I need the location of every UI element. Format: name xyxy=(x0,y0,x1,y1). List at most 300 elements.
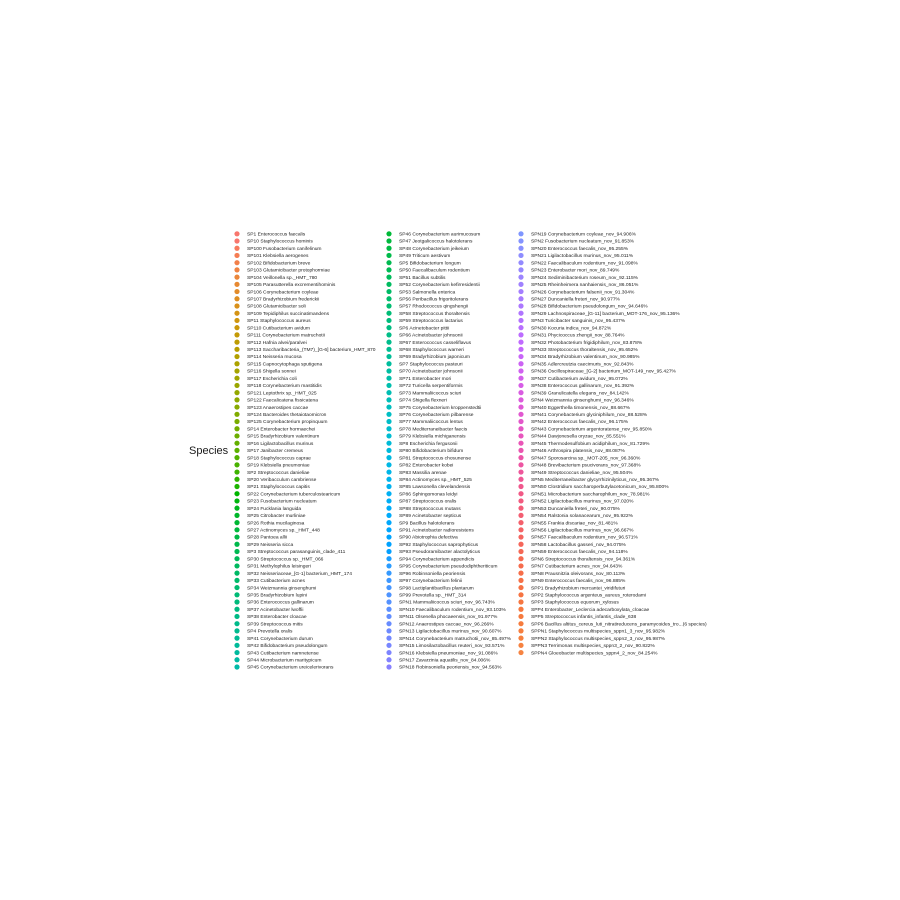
legend-key-dot xyxy=(518,650,523,655)
legend-key-dot xyxy=(234,311,239,316)
legend-key-dot xyxy=(234,571,239,576)
legend-key-dot xyxy=(386,318,391,323)
legend-key-dot xyxy=(386,585,391,590)
legend-key-dot xyxy=(518,390,523,395)
legend-entry-label: SP26 Rothia mucilaginosa xyxy=(247,521,305,527)
legend-entry-label: SP81 Streptococcus chosunense xyxy=(399,456,472,462)
legend-key-dot xyxy=(234,238,239,243)
legend-entry-label: SPN8 Prausnitzia oleivorans_nov_80.113% xyxy=(531,571,626,577)
legend-entry-label: SP43 Cutibacterium namnetense xyxy=(247,651,319,657)
legend-entry-label: SP31 Methylophilus leisingeri xyxy=(247,564,311,570)
legend-key-dot xyxy=(386,462,391,467)
legend-entry-label: SP17 Janibacter cremeus xyxy=(247,449,303,455)
legend-key-dot xyxy=(518,354,523,359)
legend-entry-label: SPPN3 Terrimonas multispecies_sppn3_2_nov_90.822% xyxy=(531,644,655,650)
legend-key-dot xyxy=(518,571,523,576)
legend-entry-label: SP73 Mammaliicoccus sciuri xyxy=(399,391,462,397)
legend-key-dot xyxy=(386,311,391,316)
legend-key-dot xyxy=(234,390,239,395)
legend-key-dot xyxy=(518,491,523,496)
legend-entry-label: SPP6 Bacillus altitus_cereus_luti_nitratireducens_paramycoides_tro...(6 species) xyxy=(531,622,707,628)
legend-entry-label: SP85 Lawsonella clevelandensis xyxy=(399,485,471,491)
legend-entry-label: SPN46 Arthrospira platensis_nov_88.087% xyxy=(531,449,625,455)
legend-key-dot xyxy=(234,607,239,612)
legend-entry-label: SP74 Shigella flexneri xyxy=(399,398,447,404)
legend-key-dot xyxy=(518,238,523,243)
legend-entry-label: SP113 Saccharibacteria_(TM7)_[G-6] bacterium_HMT_870 xyxy=(247,348,376,354)
legend-key-dot xyxy=(234,628,239,633)
legend-entry-label: SPN42 Enterococcus faecalis_nov_96.175% xyxy=(531,420,629,426)
legend-entry-label: SP29 Neisseria sicca xyxy=(247,542,294,548)
legend-entry-label: SP9 Bacillus halotolerans xyxy=(399,521,455,527)
legend-entry-label: SPP4 Enterobacter_Leclercia adecarboxylata_cloacae xyxy=(531,607,650,613)
legend-entry-label: SPN49 Streptococcus danieliae_nov_95.504% xyxy=(531,470,633,476)
legend-entry-label: SP32 Neisseriaceae_[G-1] bacterium_HMT_174 xyxy=(247,571,352,577)
legend-entry-label: SP77 Mammaliicoccus lentus xyxy=(399,420,463,426)
legend-entry-label: SPN52 Ligilactobacillus murinus_nov_97.020% xyxy=(531,499,634,505)
legend-entry-label: SP14 Enterobacter hormaechei xyxy=(247,427,316,433)
legend-key-dot xyxy=(234,578,239,583)
legend-entry-label: SP109 Tepidiphilus succinatimandens xyxy=(247,311,330,317)
legend-entry-label: SP52 Corynebacterium kefirresidentii xyxy=(399,283,480,289)
legend-entry-label: SPN18 Robinsoniella peoriensis_nov_94.563% xyxy=(399,665,502,671)
legend-entry-label: SPN56 Ligilactobacillus murinus_nov_96.667% xyxy=(531,528,634,534)
legend-entry-label: SP36 Enterococcus gallinarum xyxy=(247,600,314,606)
legend-entry-label: SPN25 Rheinheimera nanhaiensis_nov_86.051% xyxy=(531,283,639,289)
legend-entry-label: SP67 Enterococcus casseliflavus xyxy=(399,340,472,346)
legend-key-dot xyxy=(234,347,239,352)
legend-key-dot xyxy=(386,282,391,287)
legend-key-dot xyxy=(518,404,523,409)
legend-key-dot xyxy=(518,455,523,460)
legend-key-dot xyxy=(386,621,391,626)
legend-entry-label: SP47 Jeotgalicoccus halotolerans xyxy=(399,239,473,245)
legend-key-dot xyxy=(518,412,523,417)
legend-key-dot xyxy=(234,318,239,323)
legend-key-dot xyxy=(386,534,391,539)
legend-key-dot xyxy=(234,303,239,308)
legend-entry-label: SPN3 Turicibacter sanguinis_nov_95.437% xyxy=(531,319,626,325)
legend-key-dot xyxy=(234,412,239,417)
legend-entry-label: SP48 Corynebacterium jeikeium xyxy=(399,246,469,252)
legend-entry-label: SP91 Acinetobacter radioresistens xyxy=(399,528,474,534)
legend-key-dot xyxy=(518,296,523,301)
legend-entry-label: SPN57 Faecalibaculum rodentium_nov_96.571% xyxy=(531,535,638,541)
legend-key-dot xyxy=(518,614,523,619)
legend-entry-label: SPN22 Faecalibaculum rodentium_nov_91.098% xyxy=(531,261,638,267)
legend-key-dot xyxy=(234,404,239,409)
legend-entries xyxy=(234,231,707,671)
legend-entry-label: SPN53 Duncaniella freteri_nov_90.075% xyxy=(531,506,620,512)
legend-entry-label: SPN2 Fusobacterium nucleatum_nov_91.853% xyxy=(531,239,635,245)
legend-key-dot xyxy=(518,534,523,539)
legend-key-dot xyxy=(386,390,391,395)
legend-entry-label: SPN23 Enterobacter mori_nov_89.749% xyxy=(531,268,620,274)
legend-entry-label: SPN50 Clostridium saccharoperbutylacetonicum_nov_95.800% xyxy=(531,485,669,491)
legend-entry-label: SPPN2 Staphylococcus multispecies_sppn2_3_nov_95.987% xyxy=(531,636,666,642)
legend-entry-label: SP18 Staphylococcus caprae xyxy=(247,456,311,462)
legend-entry-label: SP56 Peribacillus frigoritolerans xyxy=(399,297,469,303)
legend-key-dot xyxy=(518,621,523,626)
legend-key-dot xyxy=(518,628,523,633)
legend-key-dot xyxy=(518,542,523,547)
legend-key-dot xyxy=(518,376,523,381)
legend-entry-label: SP89 Acinetobacter septicus xyxy=(399,514,462,520)
legend-key-dot xyxy=(386,238,391,243)
legend-entry-label: SP99 Prevotella sp._HMT_314 xyxy=(399,593,467,599)
legend-key-dot xyxy=(518,303,523,308)
legend-entry-label: SP84 Actinomyces sp._HMT_525 xyxy=(399,477,472,483)
legend-key-dot xyxy=(518,325,523,330)
legend-key-dot xyxy=(386,484,391,489)
legend-entry-label: SP51 Bacillus subtilis xyxy=(399,275,446,281)
legend-key-dot xyxy=(518,275,523,280)
legend-entry-label: SP1 Enterococcus faecalis xyxy=(247,232,306,238)
legend-entry-label: SP21 Staphylococcus capitis xyxy=(247,485,310,491)
legend-key-dot xyxy=(386,246,391,251)
legend-key-dot xyxy=(386,520,391,525)
legend-entry-label: SP93 Pseudoramibacter alactolyticus xyxy=(399,550,481,556)
legend-key-dot xyxy=(234,231,239,236)
legend-key-dot xyxy=(386,614,391,619)
legend-entry-label: SPN16 Klebsiella pneumoniae_nov_91.086% xyxy=(399,651,498,657)
legend-key-dot xyxy=(386,650,391,655)
legend-entry-label: SPN36 Oscillospiraceae_[G-2] bacterium_MOT-149_nov_95.427% xyxy=(531,369,676,375)
legend-entry-label: SPN29 Lachnospiraceae_[G-11] bacterium_MOT-176_nov_95.136% xyxy=(531,311,680,317)
legend-key-dot xyxy=(386,549,391,554)
legend-key-dot xyxy=(234,498,239,503)
legend-key-dot xyxy=(234,455,239,460)
legend-key-dot xyxy=(234,527,239,532)
legend-key-dot xyxy=(234,253,239,258)
legend-entry-label: SPN34 Bradyrhizobium valentinum_nov_90.985% xyxy=(531,355,640,361)
legend-entry-label: SPN24 Sediminibacterium roseum_nov_92.115% xyxy=(531,275,639,281)
legend-key-dot xyxy=(518,484,523,489)
legend-entry-label: SPN15 Limosilactobacillus reuteri_nov_93.571% xyxy=(399,644,505,650)
legend-entry-label: SP111 Corynebacterium matruchotii xyxy=(247,333,325,339)
legend-entry-label: SP53 Salmonella enterica xyxy=(399,290,456,296)
legend-key-dot xyxy=(386,332,391,337)
legend-entry-label: SP116 Shigella sonnei xyxy=(247,369,296,375)
legend-entry-label: SP50 Faecalibaculum rodentium xyxy=(399,268,470,274)
legend-key-dot xyxy=(234,441,239,446)
legend-entry-label: SP70 Acinetobacter johnsonii xyxy=(399,369,463,375)
legend-key-dot xyxy=(386,578,391,583)
legend-key-dot xyxy=(234,520,239,525)
legend-entry-label: SP2 Streptococcus danieliae xyxy=(247,470,310,476)
legend-entry-label: SP101 Klebsiella aerogenes xyxy=(247,254,309,260)
legend-entry-label: SP83 Massilia arenae xyxy=(399,470,447,476)
legend-entry-label: SP37 Acinetobacter lwoffii xyxy=(247,607,304,613)
legend-key-dot xyxy=(518,636,523,641)
legend-key-dot xyxy=(234,397,239,402)
legend-entry-label: SP49 Triticum aestivum xyxy=(399,254,451,260)
legend-key-dot xyxy=(234,506,239,511)
legend-entry-label: SP112 Hafnia alvei/paralvei xyxy=(247,340,307,346)
legend-entry-label: SP88 Streptococcus mutans xyxy=(399,506,461,512)
legend-key-dot xyxy=(518,332,523,337)
legend-entry-label: SPN40 Eggerthella timonensis_nov_88.667% xyxy=(531,405,630,411)
legend-entry-label: SPN10 Faecalibaculum rodentium_nov_93.103% xyxy=(399,607,506,613)
legend-key-dot xyxy=(386,275,391,280)
legend-entry-label: SPN48 Brevibacterium psucivorans_nov_97.368% xyxy=(531,463,641,469)
legend-entry-label: SPP5 Streptococcus infantis_infantis_clade_638 xyxy=(531,615,637,621)
legend-entry-label: SP68 Staphylococcus warneri xyxy=(399,348,464,354)
legend-entry-label: SPN35 Adlercreutzia caecimuris_nov_92.843% xyxy=(531,362,634,368)
legend-key-dot xyxy=(518,289,523,294)
legend-key-dot xyxy=(386,563,391,568)
legend-entry-label: SP125 Corynebacterium propinquum xyxy=(247,420,328,426)
legend-entry-label: SPN9 Enterococcus faecalis_nov_96.885% xyxy=(531,579,626,585)
legend-entry-label: SP19 Klebsiella pneumoniae xyxy=(247,463,310,469)
legend-entry-label: SP90 Abiotrophia defectiva xyxy=(399,535,458,541)
legend-entry-label: SP28 Pantoea allii xyxy=(247,535,287,541)
legend-entry-label: SP117 Escherichia coli xyxy=(247,376,297,382)
legend-entry-label: SP59 Streptococcus lactarius xyxy=(399,319,463,325)
legend-entry-label: SPN47 Sporosarcina sp._MOT-205_nov_96.360% xyxy=(531,456,641,462)
legend-entry-label: SP42 Bifidobacterium pseudolongum xyxy=(247,644,328,650)
legend-entry-label: SP22 Corynebacterium tuberculostearicum xyxy=(247,492,341,498)
legend-key-dot xyxy=(386,260,391,265)
legend-key-dot xyxy=(386,506,391,511)
legend-entry-label: SP118 Corynebacterium mastitidis xyxy=(247,384,322,390)
legend-key-dot xyxy=(234,296,239,301)
legend-entry-label: SPN51 Microbacterium saccharophilum_nov_78.981% xyxy=(531,492,650,498)
legend-entry-label: SP96 Robinsoniella peoriensis xyxy=(399,571,466,577)
legend-key-dot xyxy=(234,289,239,294)
legend-key-dot xyxy=(234,563,239,568)
legend-entry-label: SPN21 Ligilactobacillus murinus_nov_95.011% xyxy=(531,254,634,260)
legend-key-dot xyxy=(234,462,239,467)
legend-entry-label: SPN39 Granulicatella elegans_nov_84.142% xyxy=(531,391,629,397)
legend-key-dot xyxy=(386,636,391,641)
legend-entry-label: SP10 Staphylococcus hominis xyxy=(247,239,313,245)
legend-key-dot xyxy=(518,419,523,424)
legend-entry-label: SP11 Staphylococcus aureus xyxy=(247,319,311,325)
legend-key-dot xyxy=(234,477,239,482)
legend-key-dot xyxy=(234,614,239,619)
legend-key-dot xyxy=(234,657,239,662)
legend-key-dot xyxy=(518,527,523,532)
legend-entry-label: SPN32 Photobacterium frigidiphilum_nov_83.878% xyxy=(531,340,643,346)
legend-key-dot xyxy=(386,513,391,518)
legend-key-dot xyxy=(234,383,239,388)
legend-key-dot xyxy=(234,469,239,474)
legend-key-dot xyxy=(234,621,239,626)
legend-key-dot xyxy=(518,253,523,258)
legend-entry-label: SP121 Leptothrix sp._HMT_025 xyxy=(247,391,317,397)
legend-entry-label: SP124 Bacteroides thetaiotaomicron xyxy=(247,413,327,418)
legend-key-dot xyxy=(518,368,523,373)
legend-key-dot xyxy=(234,556,239,561)
legend-key-dot xyxy=(234,448,239,453)
legend-key-dot xyxy=(234,542,239,547)
legend-key-dot xyxy=(518,643,523,648)
legend-key-dot xyxy=(234,368,239,373)
legend-entry-label: SP5 Bifidobacterium longum xyxy=(399,261,461,267)
legend-key-dot xyxy=(518,498,523,503)
legend-entry-label: SP78 Mediterraneibacter faecis xyxy=(399,427,468,433)
legend-entry-label: SP38 Enterobacter cloacae xyxy=(247,615,307,621)
legend-key-dot xyxy=(234,484,239,489)
legend-key-dot xyxy=(518,506,523,511)
legend-key-dot xyxy=(234,282,239,287)
legend-entry-label: SP107 Bradyrhizobium frederickii xyxy=(247,297,320,303)
legend-entry-label: SP71 Enterobacter mori xyxy=(399,376,452,382)
legend-entry-label: SP45 Corynebacterium ureicelerivorans xyxy=(247,665,334,671)
legend-key-dot xyxy=(518,513,523,518)
legend-key-dot xyxy=(234,491,239,496)
legend-key-dot xyxy=(518,282,523,287)
legend-entry-label: SP69 Bradyrhizobium japonicum xyxy=(399,355,470,361)
legend-entry-label: SPN7 Cutibacterium acnes_nov_94.643% xyxy=(531,564,623,570)
legend-entry-label: SP30 Streptococcus sp._HMT_066 xyxy=(247,557,324,563)
legend-key-dot xyxy=(386,383,391,388)
legend-entry-label: SPN38 Enterococcus gallinarum_nov_91.392% xyxy=(531,384,635,390)
legend-entry-label: SP46 Corynebacterium aurimucosum xyxy=(399,232,481,238)
legend-key-dot xyxy=(518,347,523,352)
legend-entry-label: SP39 Streptococcus mitis xyxy=(247,622,303,628)
legend-entry-label: SP86 Sphingomonas leidyi xyxy=(399,492,458,498)
legend-key-dot xyxy=(386,376,391,381)
legend-key-dot xyxy=(386,491,391,496)
legend-key-dot xyxy=(234,426,239,431)
legend-entry-label: SP103 Glutamicibacter protophormiae xyxy=(247,268,330,274)
legend-entry-label: SP44 Microbacterium maritypicum xyxy=(247,658,322,664)
legend-entry-label: SPP2 Staphylococcus argenteus_aureus_roterodami xyxy=(531,593,646,599)
legend-entry-label: SP57 Rhodococcus qingshengii xyxy=(399,304,469,310)
legend-key-dot xyxy=(386,657,391,662)
legend-key-dot xyxy=(386,289,391,294)
legend-key-dot xyxy=(386,455,391,460)
legend-entry-label: SPN5 Mediterraneibacter glycyrrhizinilyticus_nov_95.367% xyxy=(531,477,660,483)
legend-entry-label: SP72 Turicella serpentiformis xyxy=(399,384,463,390)
legend-key-dot xyxy=(518,246,523,251)
legend-entry-label: SPN45 Thermodesulfobium acidiphilum_nov_81.729% xyxy=(531,441,650,447)
legend-entry-label: SPN1 Mammaliicoccus sciuri_nov_96.743% xyxy=(399,600,495,606)
legend-entry-label: SPN11 Olsenella phocaeensis_nov_91.977% xyxy=(399,615,498,621)
legend-entry-label: SP3 Streptococcus parasanguinis_clade_411 xyxy=(247,550,346,556)
legend-entry-label: SP87 Streptococcus oralis xyxy=(399,499,457,505)
legend-key-dot xyxy=(518,311,523,316)
legend-key-dot xyxy=(386,643,391,648)
legend-key-dot xyxy=(386,253,391,258)
legend-entry-label: SP27 Actinomyces sp._HMT_448 xyxy=(247,528,320,534)
legend-key-dot xyxy=(386,542,391,547)
legend-key-dot xyxy=(386,267,391,272)
legend-entry-label: SP25 Citrobacter murliniae xyxy=(247,514,306,520)
legend-key-dot xyxy=(234,599,239,604)
legend-key-dot xyxy=(234,534,239,539)
legend-key-dot xyxy=(386,368,391,373)
legend-entry-label: SP102 Bifidobacterium breve xyxy=(247,261,311,267)
legend-entry-label: SP4 Prevotella oralis xyxy=(247,629,293,635)
legend-entry-label: SPN31 Phycicoccus zhengii_nov_88.764% xyxy=(531,333,625,339)
legend-key-dot xyxy=(518,340,523,345)
legend-entry-label: SPN55 Frankia discariae_nov_81.481% xyxy=(531,521,618,527)
legend-entry-label: SP82 Enterobacter kobei xyxy=(399,463,454,469)
legend-key-dot xyxy=(234,636,239,641)
legend-entry-label: SP105 Parasutterella excrementihominis xyxy=(247,283,336,289)
legend-key-dot xyxy=(234,376,239,381)
legend-title: Species xyxy=(189,445,229,457)
legend-entry-label: SP41 Corynebacterium durum xyxy=(247,636,313,642)
legend-entry-label: SPN27 Duncaniella freteri_nov_90.977% xyxy=(531,297,620,303)
legend-entry-label: SP95 Corynebacterium pseudodiphtheriticum xyxy=(399,564,498,570)
legend-entry-label: SPN59 Enterococcus faecalis_nov_94.118% xyxy=(531,550,628,556)
legend-entry-label: SP75 Corynebacterium kroppenstedtii xyxy=(399,405,482,411)
legend-key-dot xyxy=(518,448,523,453)
legend-key-dot xyxy=(518,433,523,438)
legend-key-dot xyxy=(234,433,239,438)
legend-entry-label: SP23 Fusobacterium nucleatum xyxy=(247,499,317,505)
legend-key-dot xyxy=(518,469,523,474)
legend-entry-label: SP122 Faecalicatena fissicatena xyxy=(247,398,318,404)
legend-entry-label: SP104 Veillonella sp._HMT_780 xyxy=(247,275,318,281)
legend-key-dot xyxy=(518,383,523,388)
legend-entry-label: SP110 Cutibacterium avidum xyxy=(247,326,310,332)
legend-entry-label: SPPN4 Gloeobacter multispecies_sppn4_2_nov_84.254% xyxy=(531,651,658,657)
legend-entry-label: SPN28 Bifidobacterium pseudolongum_nov_94.646% xyxy=(531,304,648,310)
legend-entry-label: SP115 Capnocytophaga sputigena xyxy=(247,362,323,368)
legend-entry-label: SP15 Bradyrhizobium valentinum xyxy=(247,434,320,440)
legend-entry-label: SPN13 Ligilactobacillus murinus_nov_90.607% xyxy=(399,629,502,635)
legend-key-dot xyxy=(234,361,239,366)
legend-entry-label: SP97 Corynebacterium felinii xyxy=(399,579,463,585)
legend-entry-label: SPN12 Anaerostipes caccae_nov_96.266% xyxy=(399,622,494,628)
legend-entry-label: SP100 Fusobacterium canifelinum xyxy=(247,246,322,252)
legend-entry-label: SP6 Acinetobacter pittii xyxy=(399,326,450,332)
legend-key-dot xyxy=(234,340,239,345)
legend-key-dot xyxy=(386,296,391,301)
legend-key-dot xyxy=(386,592,391,597)
legend-entry-label: SP7 Staphylococcus pasteuri xyxy=(399,362,463,368)
legend-entry-label: SP33 Cutibacterium acnes xyxy=(247,579,305,585)
legend-key-dot xyxy=(234,275,239,280)
legend-key-dot xyxy=(386,397,391,402)
legend-entry-label: SP76 Corynebacterium pilbarense xyxy=(399,413,474,418)
legend-key-dot xyxy=(234,513,239,518)
legend-key-dot xyxy=(518,520,523,525)
legend-key-dot xyxy=(518,318,523,323)
legend-key-dot xyxy=(386,354,391,359)
legend-entry-label: SP24 Fucklania languida xyxy=(247,506,302,512)
legend-key-dot xyxy=(386,498,391,503)
legend-entry-label: SP35 Bradyrhizobium lupini xyxy=(247,593,308,599)
legend-entry-label: SP80 Bifidobacterium bifidum xyxy=(399,449,464,455)
legend-entry-label: SPN44 Dawjonesella oryzae_nov_85.551% xyxy=(531,434,626,440)
legend-key-dot xyxy=(386,527,391,532)
legend-entry-label: SP123 Anaerostipes caccae xyxy=(247,405,309,411)
legend-key-dot xyxy=(518,231,523,236)
legend-entry-label: SPN33 Streptococcus thoraltensis_nov_95.652% xyxy=(531,348,638,354)
legend-key-dot xyxy=(386,448,391,453)
legend-entry-label: SPN17 Zavarzinia aquatilis_nov_84.006% xyxy=(399,658,491,664)
legend-key-dot xyxy=(234,592,239,597)
legend-entry-label: SP34 Weizmannia ginsenghumi xyxy=(247,586,317,592)
legend-entry-label: SP114 Neisseria mucosa xyxy=(247,355,302,361)
legend-key-dot xyxy=(386,347,391,352)
legend-key-dot xyxy=(518,585,523,590)
legend-entry-label: SP16 Ligilactobacillus murinus xyxy=(247,441,314,447)
legend-key-dot xyxy=(234,267,239,272)
legend-entry-label: SP20 Veribacculum cambriense xyxy=(247,477,317,483)
legend-key-dot xyxy=(518,563,523,568)
legend-key-dot xyxy=(518,607,523,612)
legend-key-dot xyxy=(234,585,239,590)
legend-entry-label: SPN4 Weizmannia ginsenghumi_nov_96.346% xyxy=(531,398,634,404)
legend-key-dot xyxy=(386,340,391,345)
